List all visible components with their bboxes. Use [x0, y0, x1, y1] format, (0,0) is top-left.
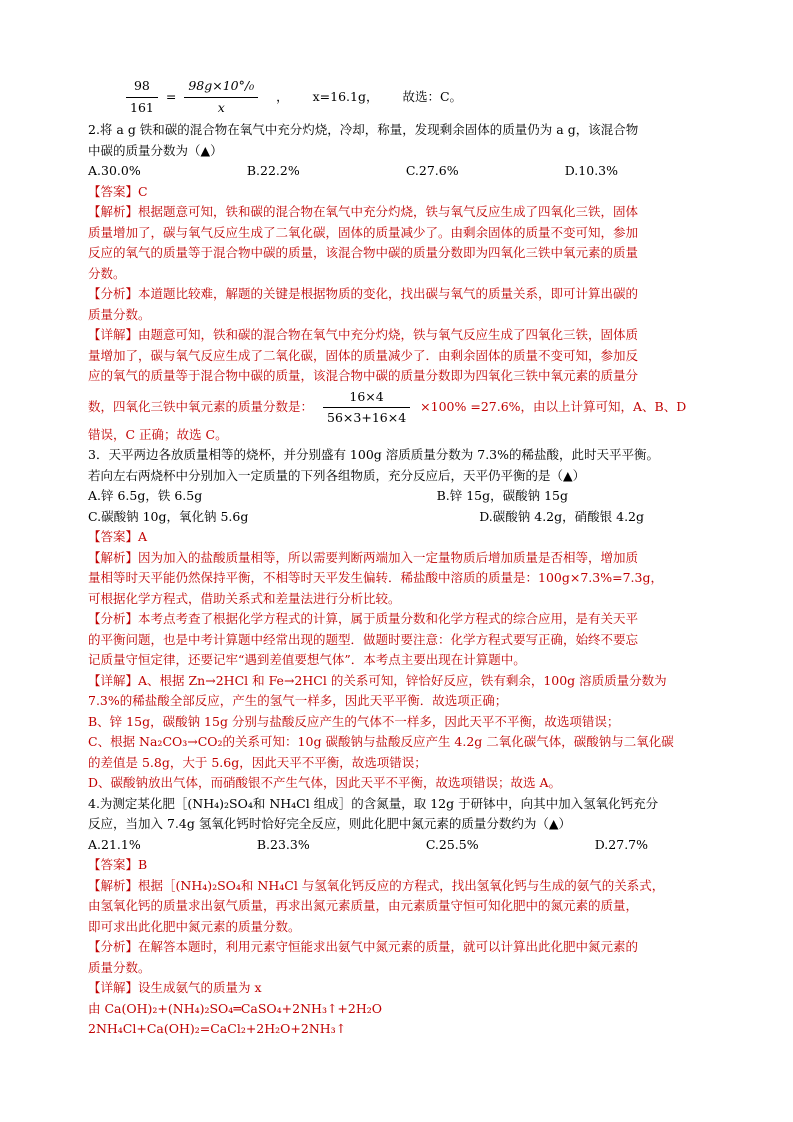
document-page [88, 74, 708, 1040]
fenxi: 【分析】在解答本题时，利用元素守恒能求出氨气中氮元素的质量，就可以计算出此化肥中氮元素的 质量分数。 [88, 939, 639, 975]
detail: 【详解】由题意可知，铁和碳的混合物在氧气中充分灼烧，铁与氧气反应生成了四氧化三铁，固体质 量增加了，碳与氧气反应生成了二氧化碳，固体的质量减少了．由剩余固体的质量不变可知，参加反 应的氧气的质量等于混合物中碳的质量，该混合物中碳的质量分数即为四氧化三铁中氧元素的质量分 数，四氧化三铁中氧元素的质量分数是： $\frac{16\times 4}{56\times 3+16\times 4}$ ×100% =27.6%，由以上计算可知，A、B、D 错误，C 正确；故选 C。 [88, 325, 708, 445]
option-d: D.10.3% [564, 163, 618, 178]
question-stem: 中碳的质量分数为（▲） [88, 142, 223, 158]
answer: 【答案】A [88, 529, 148, 544]
option-a: A.锌 6.5g，铁 6.5g [88, 488, 203, 503]
fraction-right: $\frac{\text{98g×10°/₀}}{x}$ [184, 76, 258, 118]
options-row [88, 161, 708, 182]
question-3 [88, 445, 708, 794]
question-2 [88, 120, 708, 445]
option-b: B.23.3% [256, 836, 310, 852]
question-4 [88, 794, 708, 1040]
question-stem: 3．天平两边各放质量相等的烧杯，并分别盛有 100g 溶质质量分数为 7.3%的稀盐酸，此时天平平衡。 若向左右两烧杯中分别加入一定质量的下列各组物质，充分反应后，天平仍平衡的是（▲） [88, 447, 659, 483]
calc-fraction: $\frac{16\times 4}{56\times 3+16\times 4}$ [323, 387, 410, 429]
top-formula: $\frac{98}{161}$ = $\frac{\text{98g×10°/₀}}{x}$ ， x=16.1g， 故选：C。 [88, 74, 708, 120]
answer: 【答案】C [88, 183, 148, 199]
analysis: 【解析】根据［(NH₄)₂SO₄和 NH₄Cl 与氢氧化钙反应的方程式，找出氢氧化钙与生成的氨气的关系式， 由氢氧化钙的质量求出氨气质量，再求出氮元素质量，由元素质量守恒可知化肥中的氮元素的质量， 即可求出此化肥中氮元素的质量分数。 [88, 877, 665, 934]
option-b: B.锌 15g，碳酸钠 15g [436, 488, 568, 503]
fenxi: 【分析】本道题比较难，解题的关键是根据物质的变化，找出碳与氧气的质量关系，即可计算出碳的 质量分数。 [88, 286, 639, 322]
option-d: D.碳酸钠 4.2g，硝酸银 4.2g [479, 508, 644, 524]
option-b: B.22.2% [246, 163, 300, 178]
question-stem: 4.为测定某化肥［(NH₄)₂SO₄和 NH₄Cl 组成］的含氮量，取 12g 于研钵中，向其中加入氢氧化钙充分 反应，当加入 7.4g 氢氧化钙时恰好完全反应，则此化肥中氮元素的质量分数约为（▲） [88, 795, 659, 831]
analysis: 【解析】因为加入的盐酸质量相等，所以需要判断两端加入一定量物质后增加质量是否相等，增加质 量相等时天平能仍然保持平衡，不相等时天平发生偏转．稀盐酸中溶质的质量是：100g×7.3%=7.3g， 可根据化学方程式，借助关系式和差量法进行分析比较。 [88, 549, 663, 606]
option-d: D.27.7% [594, 836, 648, 852]
answer: 【答案】B [88, 857, 148, 872]
fraction-left: $\frac{98}{161}$ [126, 76, 158, 118]
question-stem: 2.将 a g 铁和碳的混合物在氧气中充分灼烧，冷却，称量，发现剩余固体的质量仍为 a g，该混合物 [88, 122, 639, 137]
option-a: A.21.1% [88, 836, 141, 852]
analysis: 【解析】根据题意可知，铁和碳的混合物在氧气中充分灼烧，铁与氧气反应生成了四氧化三铁，固体 质量增加了，碳与氧气反应生成了二氧化碳，固体的质量减少了。由剩余固体的质量不变可知，参加 反应的氧气的质量等于混合物中碳的质量，该混合物中碳的质量分数即为四氧化三铁中氧元素的质量 分数。 [88, 204, 639, 281]
options-row-2 [88, 507, 708, 528]
option-c: C.碳酸钠 10g，氧化钠 5.6g [88, 508, 249, 524]
calc-line: 数，四氧化三铁中氧元素的质量分数是： $\frac{16\times 4}{56\times 3+16\times 4}$ ×100% =27.6%，由以上计算可知，A、B、D [88, 387, 708, 425]
detail: 【详解】A、根据 Zn→2HCl 和 Fe→2HCl 的关系可知，锌恰好反应，铁有剩余，100g 溶质质量分数为 7.3%的稀盐酸全部反应，产生的氢气一样多，因此天平平衡．故选项正确； B、锌 15g，碳酸钠 15g 分别与盐酸反应产生的气体不一样多，因此天平不平衡，故选项错误； C、根据 Na₂CO₃→CO₂的关系可知：10g 碳酸钠与盐酸反应产生 4.2g 二氧化碳气体，碳酸钠与二氧化碳 的差值是 5.8g，大于 5.6g，因此天平不平衡，故选项错误； D、碳酸钠放出气体，而硝酸银不产生气体，因此天平不平衡，故选项错误；故选 A。 [88, 672, 674, 790]
options-row-1 [88, 486, 708, 507]
option-a: A.30.0% [88, 163, 141, 178]
fenxi: 【分析】本考点考查了根据化学方程式的计算，属于质量分数和化学方程式的综合应用，是有关天平 的平衡问题，也是中考计算题中经常出现的题型．做题时要注意：化学方程式要写正确，始终不要忘 记质量守恒定律，还要记牢“遇到差值要想气体”．本考点主要出现在计算题中。 [88, 611, 639, 667]
options-row [88, 835, 708, 856]
option-c: C.25.5% [425, 836, 479, 852]
option-c: C.27.6% [405, 163, 459, 178]
detail: 【详解】设生成氨气的质量为 x 由 Ca(OH)₂+(NH₄)₂SO₄═CaSO₄+2NH₃↑+2H₂O 2NH₄Cl+Ca(OH)₂=CaCl₂+2H₂O+2NH₃↑ [88, 980, 383, 1036]
